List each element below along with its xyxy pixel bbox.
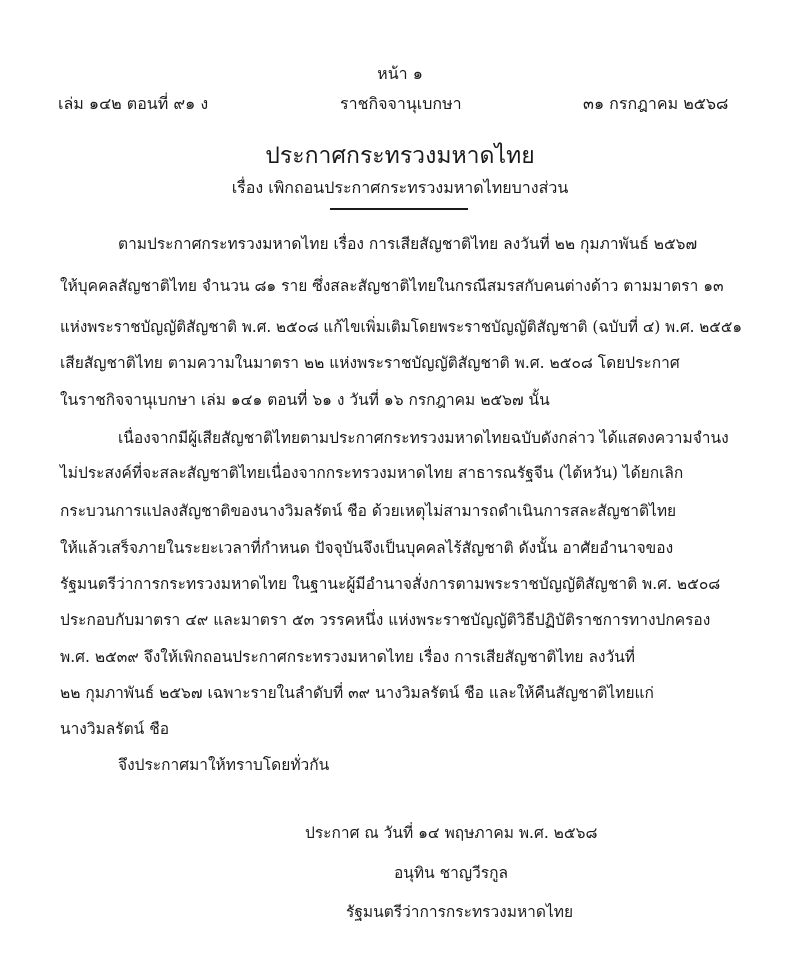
- paragraph-2-line-8: ๒๒ กุมภาพันธ์ ๒๕๖๗ เฉพาะรายในลำดับที่ ๓๙ นางวิมลรัตน์ ชือ และให้คืนสัญชาติไทยแก่: [60, 684, 654, 702]
- signatory-name: อนุทิน ชาญวีรกูล: [394, 864, 508, 882]
- signatory-position: รัฐมนตรีว่าการกระทรวงมหาดไทย: [346, 903, 574, 921]
- announcement-title: ประกาศกระทรวงมหาดไทย: [265, 143, 535, 169]
- paragraph-3-line-1: จึงประกาศมาให้ทราบโดยทั่วกัน: [118, 756, 330, 774]
- paragraph-2-line-3: กระบวนการแปลงสัญชาติของนางวิมลรัตน์ ชือ ด้วยเหตุไม่สามารถดำเนินการสละสัญชาติไทย: [60, 502, 677, 520]
- paragraph-1-line-4: เสียสัญชาติไทย ตามความในมาตรา ๒๒ แห่งพระราชบัญญัติสัญชาติ พ.ศ. ๒๕๐๘ โดยประกาศ: [60, 354, 680, 372]
- paragraph-2-line-6: ประกอบกับมาตรา ๔๙ และมาตรา ๕๓ วรรคหนึ่ง แห่งพระราชบัญญัติวิธีปฏิบัติราชการทางปกครอง: [60, 611, 711, 629]
- paragraph-2-line-2: ไม่ประสงค์ที่จะสละสัญชาติไทยเนื่องจากกระทรวงมหาดไทย สาธารณรัฐจีน (ไต้หวัน) ได้ยกเลิก: [60, 464, 684, 482]
- paragraph-2-line-5: รัฐมนตรีว่าการกระทรวงมหาดไทย ในฐานะผู้มีอำนาจสั่งการตามพระราชบัญญัติสัญชาติ พ.ศ. ๒๕๐๘: [60, 575, 721, 593]
- paragraph-1-line-3: แห่งพระราชบัญญัติสัญชาติ พ.ศ. ๒๕๐๘ แก้ไขเพิ่มเติมโดยพระราชบัญญัติสัญชาติ (ฉบับที่ ๔) พ.ศ. ๒๕๕๑: [60, 318, 742, 336]
- volume-issue: เล่ม ๑๔๒ ตอนที่ ๙๑ ง: [58, 94, 209, 113]
- title-divider: [330, 208, 468, 210]
- announcement-subject: เรื่อง เพิกถอนประกาศกระทรวงมหาดไทยบางส่วน: [231, 178, 569, 197]
- paragraph-2-line-1: เนื่องจากมีผู้เสียสัญชาติไทยตามประกาศกระทรวงมหาดไทยฉบับดังกล่าว ได้แสดงความจำนง: [118, 429, 729, 447]
- paragraph-1-line-2: ให้บุคคลสัญชาติไทย จำนวน ๘๑ ราย ซึ่งสละสัญชาติไทยในกรณีสมรสกับคนต่างด้าว ตามมาตรา ๑๓: [60, 277, 724, 295]
- announcement-date: ประกาศ ณ วันที่ ๑๔ พฤษภาคม พ.ศ. ๒๕๖๘: [305, 824, 598, 842]
- paragraph-2-line-4: ให้แล้วเสร็จภายในระยะเวลาที่กำหนด ปัจจุบันจึงเป็นบุคคลไร้สัญชาติ ดังนั้น อาศัยอำนาจของ: [60, 539, 674, 557]
- paragraph-1-line-5: ในราชกิจจานุเบกษา เล่ม ๑๔๑ ตอนที่ ๖๑ ง วันที่ ๑๖ กรกฎาคม ๒๕๖๗ นั้น: [60, 391, 550, 409]
- publication-date: ๓๑ กรกฎาคม ๒๕๖๘: [583, 94, 729, 113]
- page-number: หน้า ๑: [377, 64, 423, 83]
- paragraph-1-line-1: ตามประกาศกระทรวงมหาดไทย เรื่อง การเสียสัญชาติไทย ลงวันที่ ๒๒ กุมภาพันธ์ ๒๕๖๗: [118, 235, 698, 253]
- paragraph-2-line-7: พ.ศ. ๒๕๓๙ จึงให้เพิกถอนประกาศกระทรวงมหาดไทย เรื่อง การเสียสัญชาติไทย ลงวันที่: [60, 648, 636, 666]
- publication-name: ราชกิจจานุเบกษา: [340, 94, 462, 113]
- paragraph-2-line-9: นางวิมลรัตน์ ชือ: [60, 720, 170, 738]
